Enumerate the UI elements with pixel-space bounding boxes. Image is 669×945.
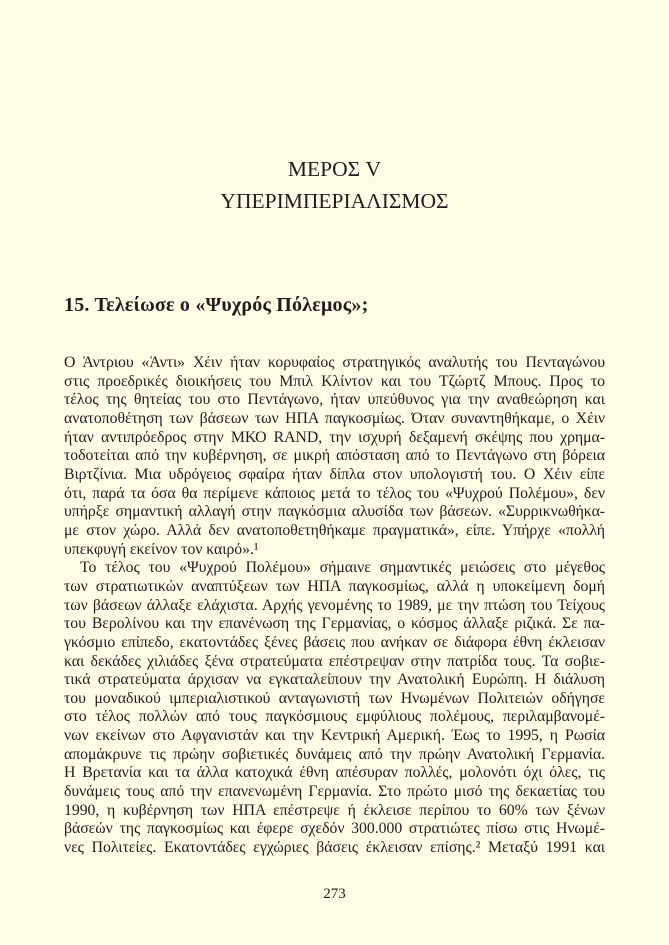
text-line: ανατοποθέτηση των βάσεων των ΗΠΑ παγκοσμίως. Όταν συναντηθήκαμε, ο Χέιν (64, 409, 605, 427)
text-line: Το τέλος του «Ψυχρού Πολέμου» σήμαινε σημαντικές μειώσεις στο μέγεθος (80, 559, 605, 577)
text-line: Η Βρετανία και τα άλλα κατοχικά έθνη απέσυραν πολλές, μολονότι όχι όλες, τις (64, 764, 605, 782)
text-line: τικά στρατεύματα άρχισαν να εγκαταλείπουν την Ανατολική Ευρώπη. Η διάλυση (64, 671, 605, 689)
text-line: γκόσμιο επίπεδο, εκατοντάδες ξένες βάσεις που ανήκαν σε διάφορα έθνη έκλεισαν (64, 633, 605, 651)
text-line: τοδοτείται από την κυβέρνηση, σε μικρή απόσταση από το Πεντάγωνο στη βόρεια (64, 447, 605, 465)
part-number-title: ΜΕΡΟΣ V (287, 157, 382, 181)
text-line: υπεκφυγή εκείνον τον καιρό».¹ (64, 540, 259, 558)
body-text (64, 354, 605, 858)
text-line: νων εκείνων στο Αφγανιστάν και την Κεντρική Αμερική. Έως το 1995, η Ρωσία (64, 727, 605, 745)
part-name-title: ΥΠΕΡΙΜΠΕΡΙΑΛΙΣΜΟΣ (220, 189, 449, 213)
text-line: υπήρξε σημαντική αλλαγή στην παγκόσμια αλυσίδα των βάσεων. «Συρρικνωθήκα- (64, 503, 605, 521)
text-line: στο τέλος πολλών από τους παγκόσμιους εμφύλιους πολέμους, περιλαμβανομέ- (64, 708, 605, 726)
text-line: του Βερολίνου και την επανένωση της Γερμανίας, ο κόσμος άλλαξε ριζικά. Σε πα- (64, 615, 605, 633)
text-line: δυνάμεις τους από την επανενωμένη Γερμανία. Στο πρώτο μισό της δεκαετίας του (64, 783, 605, 801)
text-line: απομάκρυνε τις πρώην σοβιετικές δυνάμεις από την πρώην Ανατολική Γερμανία. (64, 745, 605, 763)
text-line: των στρατιωτικών αναπτύξεων των ΗΠΑ παγκοσμίως, αλλά η υποκείμενη δομή (64, 577, 605, 595)
text-line: νες Πολιτείες. Εκατοντάδες εγχώριες βάσεις έκλεισαν επίσης.² Μεταξύ 1991 και (64, 839, 605, 857)
page-number: 273 (323, 886, 346, 902)
text-line: των βάσεων άλλαξε ελάχιστα. Αρχής γενομένης το 1989, με την πτώση του Τείχους (64, 596, 605, 614)
text-line: στις προεδρικές διοικήσεις του Μπιλ Κλίντον και του Τζώρτζ Μπους. Προς το (64, 372, 605, 390)
text-line: και δεκάδες χιλιάδες ξένα στρατεύματα επέστρεψαν στην πατρίδα τους. Τα σοβιε- (64, 652, 605, 670)
text-line: ότι, παρά τα όσα θα περίμενε κάποιος μετά το τέλος του «Ψυχρού Πολέμου», δεν (64, 484, 605, 502)
text-line: ήταν αντιπρόεδρος στην ΜΚΟ RAND, την ισχυρή δεξαμενή σκέψης που χρημα- (64, 428, 605, 446)
text-line: Βιρτζίνια. Μια υδρόγειος σφαίρα ήταν δίπλα στον υπολογιστή του. Ο Χέιν είπε (64, 465, 605, 483)
paragraph (64, 559, 605, 858)
text-line: βάσεών της παγκοσμίως και έφερε σχεδόν 300.000 στρατιώτες πίσω στις Ηνωμέ- (64, 820, 605, 838)
text-line: 1990, η κυβέρνηση των ΗΠΑ επέστρεψε ή έκλεισε περίπου το 60% των ξένων (64, 801, 605, 819)
paragraph (64, 354, 605, 559)
chapter-heading: 15. Τελείωσε ο «Ψυχρός Πόλεμος»; (64, 294, 369, 316)
text-line: τέλος της θητείας του στο Πεντάγωνο, ήταν υπεύθυνος για την αναθεώρηση και (64, 391, 605, 409)
text-line: Ο Άντριου «Άντι» Χέιν ήταν κορυφαίος στρατηγικός αναλυτής του Πενταγώνου (64, 354, 605, 371)
text-line: του μοναδικού ιμπεριαλιστικού ανταγωνιστή των Ηνωμένων Πολιτειών οδήγησε (64, 689, 605, 707)
text-line: με στον χώρο. Αλλά δεν ανατοποθετηθήκαμε πραγματικά», είπε. Υπήρχε «πολλή (64, 521, 605, 539)
